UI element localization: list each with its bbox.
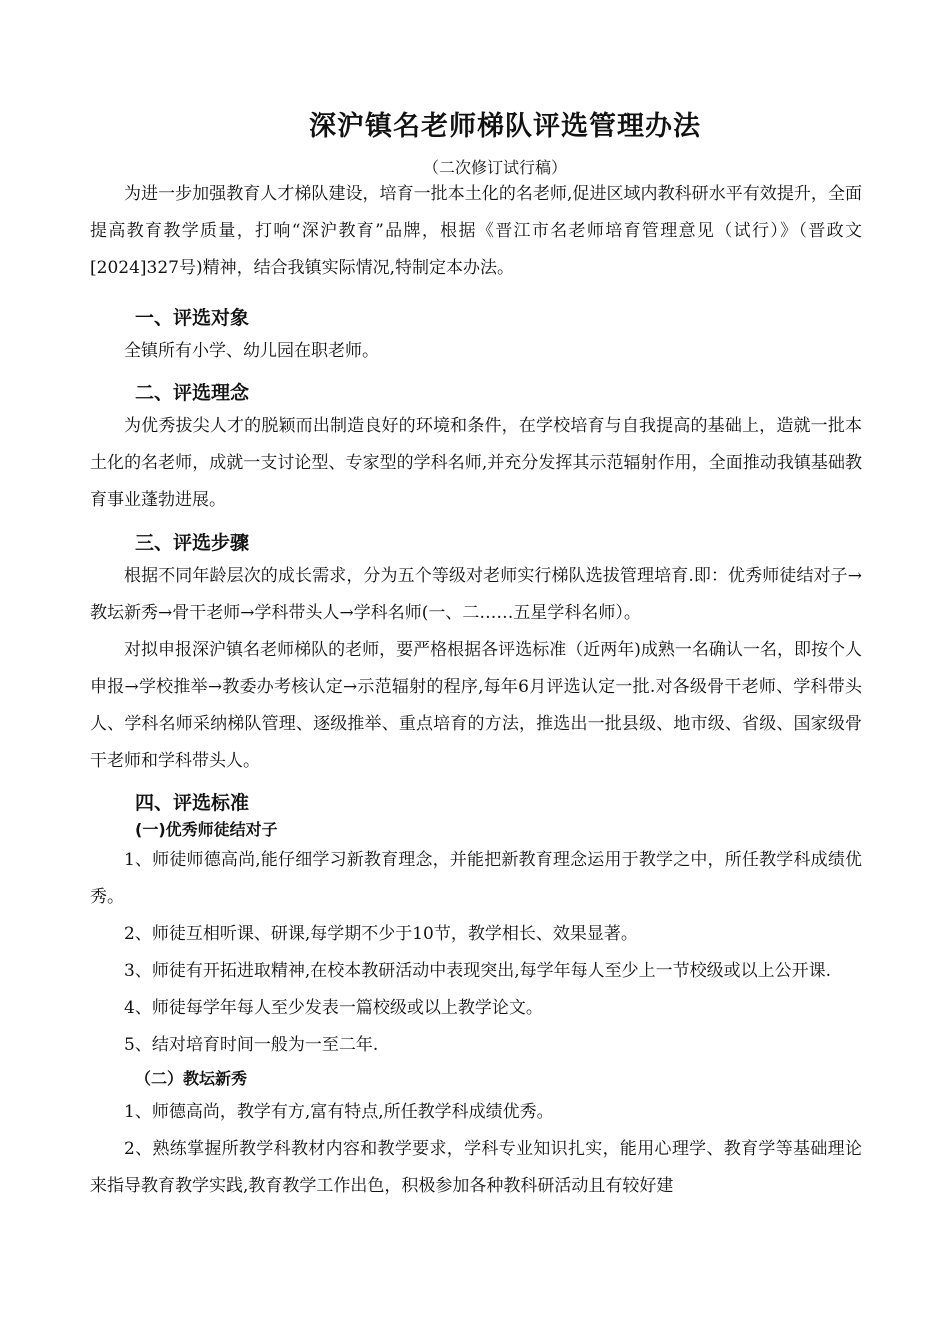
section-4 <box>90 788 862 1205</box>
list-item: 4、师徒每学年每人至少发表一篇校级或以上教学论文。 <box>124 998 543 1018</box>
section-1 <box>90 303 862 370</box>
list-item: 2、熟练掌握所教学科教材内容和教学要求，学科专业知识扎实，能用心理学、教育学等基础理论来指导教育教学实践,教育教学工作出色，积极参加各种教科研活动且有较好建 <box>90 1139 862 1196</box>
section-paragraph: 全镇所有小学、幼儿园在职老师。 <box>124 341 379 361</box>
list-item: 1、师德高尚，教学有方,富有特点,所任教学科成绩优秀。 <box>124 1102 554 1122</box>
list-item: 1、师徒师德高尚,能仔细学习新教育理念，并能把新教育理念运用于教学之中，所任教学科成绩优秀。 <box>90 850 862 907</box>
subsection-heading: （二）教坛新秀 <box>135 1069 248 1088</box>
section-heading: 三、评选步骤 <box>135 532 250 554</box>
section-2 <box>90 378 862 519</box>
list-item: 3、师徒有开拓进取精神,在校本教研活动中表现突出,每学年每人至少上一节校级或以上公开课. <box>124 961 832 981</box>
page-subtitle: （二次修订试行稿） <box>422 158 567 177</box>
section-paragraph: 根据不同年龄层次的成长需求，分为五个等级对老师实行梯队选拔管理培育.即：优秀师徒结对子→教坛新秀→骨干老师→学科带头人→学科名师(一、二……五星学科名师）。 <box>90 566 862 623</box>
intro-paragraph: 为进一步加强教育人才梯队建设，培育一批本土化的名老师,促进区域内教科研水平有效提升，全面提高教育教学质量，打响“深沪教育”品牌，根据《晋江市名老师培育管理意见（试行）》（晋政文[2024]327号)精神，结合我镇实际情况,特制定本办法。 <box>90 184 862 278</box>
list-item: 2、师徒互相听课、研课,每学期不少于10节，教学相长、效果显著。 <box>124 924 638 944</box>
list-item: 5、结对培育时间一般为一至二年. <box>124 1035 379 1055</box>
section-paragraph: 为优秀拔尖人才的脱颖而出制造良好的环境和条件，在学校培育与自我提高的基础上，造就一批本土化的名老师，成就一支讨论型、专家型的学科名师,并充分发挥其示范辐射作用，全面推动我镇基础教育事业蓬勃进展。 <box>90 416 862 510</box>
intro-block <box>90 176 862 287</box>
section-heading: 一、评选对象 <box>135 307 250 329</box>
section-heading: 二、评选理念 <box>135 382 250 404</box>
section-paragraph: 对拟申报深沪镇名老师梯队的老师，要严格根据各评选标准（近两年)成熟一名确认一名，即按个人申报→学校推举→教委办考核认定→示范辐射的程序,每年6月评选认定一批.对各级骨干老师、学科带头人、学科名师采纳梯队管理、逐级推举、重点培育的方法，推选出一批县级、地市级、省级、国家级骨干老师和学科带头人。 <box>90 640 862 771</box>
section-heading: 四、评选标准 <box>135 792 250 814</box>
page-title: 深沪镇名老师梯队评选管理办法 <box>309 111 701 142</box>
section-3 <box>90 528 862 780</box>
subsection-heading: (一)优秀师徒结对子 <box>135 820 278 839</box>
